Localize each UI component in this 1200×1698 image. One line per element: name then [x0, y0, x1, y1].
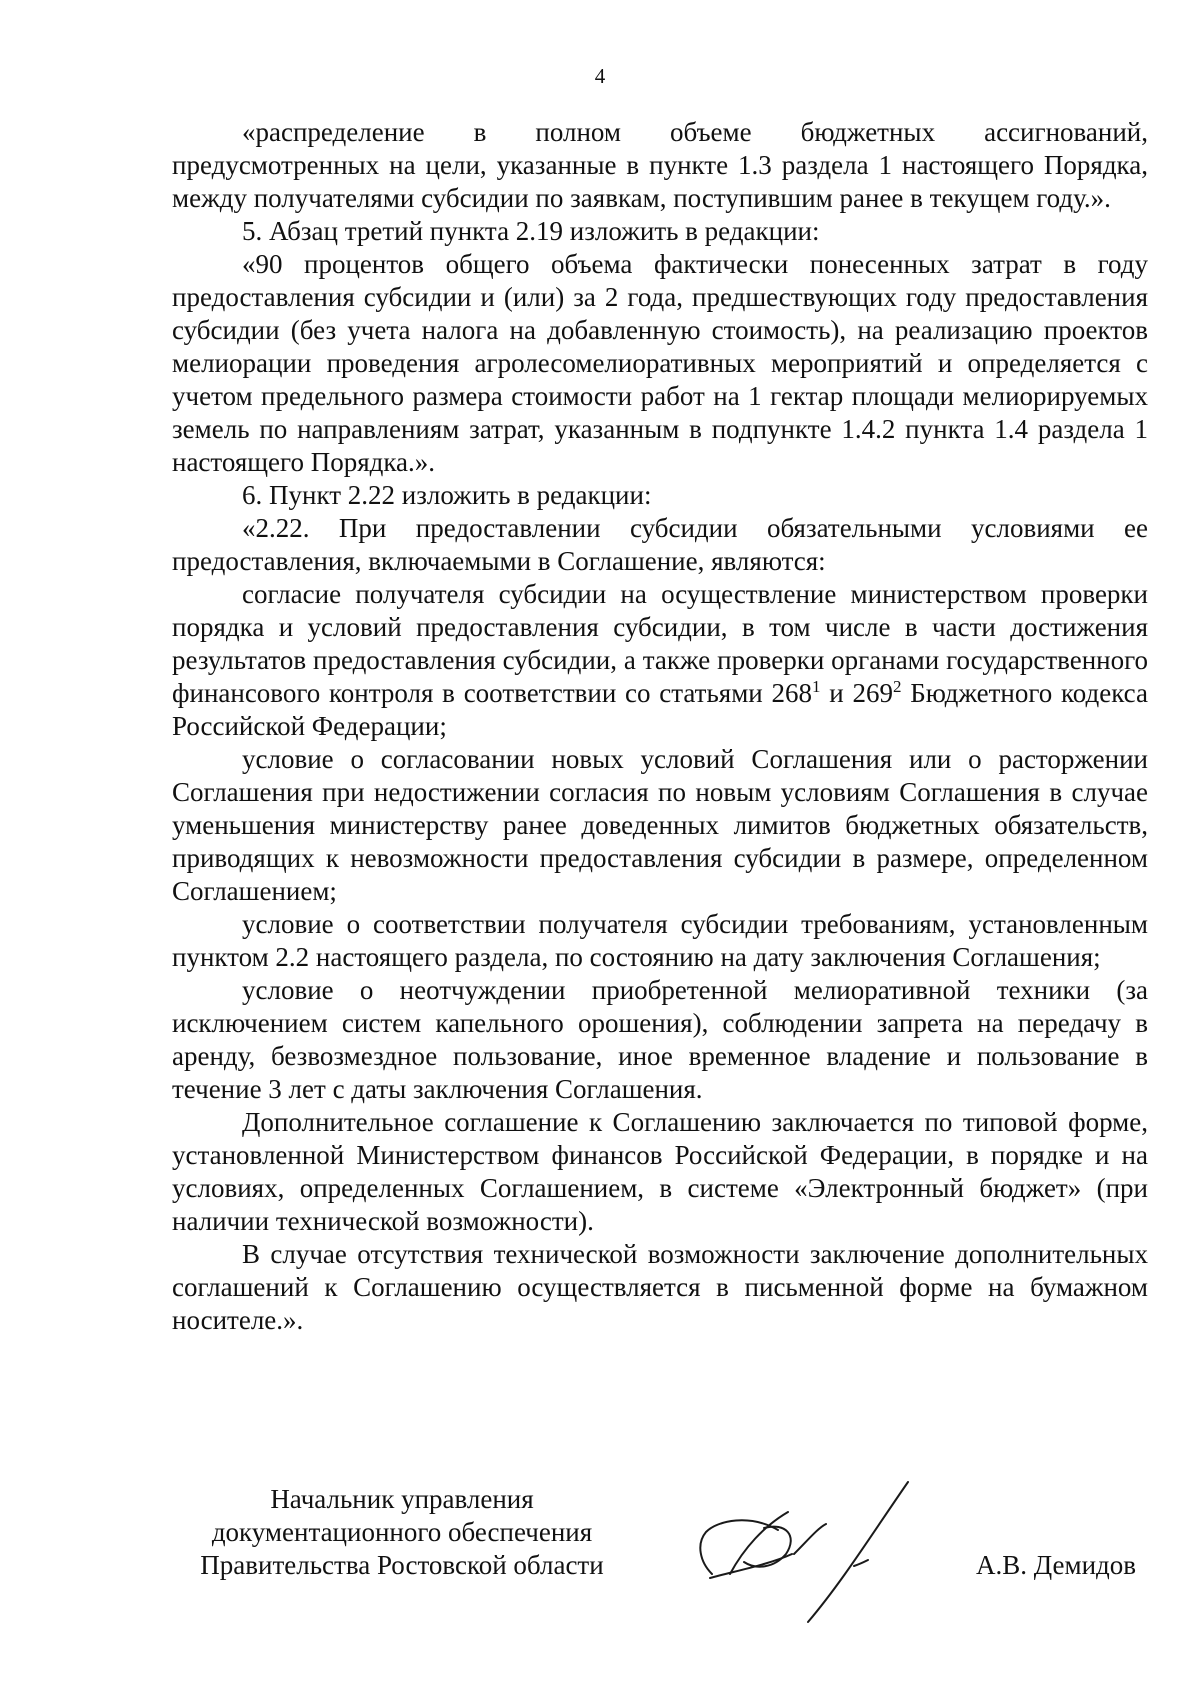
page-number: 4 — [594, 64, 606, 88]
consent-text-b: и 269 — [820, 678, 894, 708]
paragraph-paper-form: В случае отсутствия технической возможности заключение дополнительных соглашений к Соглашению осуществляется в письменной форме на бумажном носителе.». — [172, 1239, 1148, 1335]
paragraph-consent — [172, 578, 1148, 743]
signature-title-line-2: документационного обеспечения — [211, 1517, 593, 1547]
signature-title-block — [172, 1483, 632, 1582]
superscript-2: 2 — [893, 677, 902, 696]
paragraph-2-22: «2.22. При предоставлении субсидии обязательными условиями ее предоставления, включаемыми в Соглашение, являются: — [172, 513, 1148, 576]
superscript-1: 1 — [812, 677, 821, 696]
consent-text-a: согласие получателя субсидии на осуществление министерством проверки порядка и условий предоставления субсидии, в том числе в части достижения результатов предоставления субсидии, а также проверки органами государственного финансового контроля в соответствии со статьями 268 — [172, 579, 1148, 708]
paragraph-additional-agreement: Дополнительное соглашение к Соглашению заключается по типовой форме, установленной Министерством финансов Российской Федерации, в порядке и на условиях, определенных Соглашением, в системе «Электронный бюджет» (при наличии технической возможности). — [172, 1107, 1148, 1236]
paragraph-compliance: условие о соответствии получателя субсидии требованиям, установленным пунктом 2.2 настоящего раздела, по состоянию на дату заключения Соглашения; — [172, 909, 1148, 972]
paragraph-90-percent: «90 процентов общего объема фактически понесенных затрат в году предоставления субсидии и (или) за 2 года, предшествующих году предоставления субсидии (без учета налога на добавленную стоимость), на реализацию проектов мелиорации проведения агролесомелиоративных мероприятий и определяется с учетом предельного размера стоимости работ на 1 гектар площади мелиорируемых земель по направлениям затрат, указанным в подпункте 1.4.2 пункта 1.4 раздела 1 настоящего Порядка.». — [172, 249, 1148, 477]
paragraph-distribution: «распределение в полном объеме бюджетных ассигнований, предусмотренных на цели, указанные в пункте 1.3 раздела 1 настоящего Порядка, между получателями субсидии по заявкам, поступившим ранее в текущем году.». — [172, 117, 1148, 213]
consent-text-c: Бюджетного кодекса Российской Федерации; — [172, 678, 1148, 741]
signer-name: А.В. Демидов — [976, 1550, 1137, 1580]
paragraph-non-alienation: условие о неотчуждении приобретенной мелиоративной техники (за исключением систем капельного орошения), соблюдении запрета на передачу в аренду, безвозмездное пользование, иное временное владение и пользование в течение 3 лет с даты заключения Соглашения. — [172, 975, 1148, 1104]
paragraph-agreement-terms: условие о согласовании новых условий Соглашения или о расторжении Соглашения при недостижении согласия по новым условиям Соглашения в случае уменьшения министерству ранее доведенных лимитов бюджетных обязательств, приводящих к невозможности предоставления субсидии в размере, определенном Соглашением; — [172, 744, 1148, 906]
signature-title-line-1: Начальник управления — [270, 1484, 534, 1514]
paragraph-item-6: 6. Пункт 2.22 изложить в редакции: — [242, 480, 652, 510]
handwritten-signature-icon — [660, 1470, 930, 1630]
signature-title-line-3: Правительства Ростовской области — [200, 1550, 604, 1580]
paragraph-item-5: 5. Абзац третий пункта 2.19 изложить в редакции: — [242, 216, 820, 246]
document-body — [172, 116, 1148, 1337]
